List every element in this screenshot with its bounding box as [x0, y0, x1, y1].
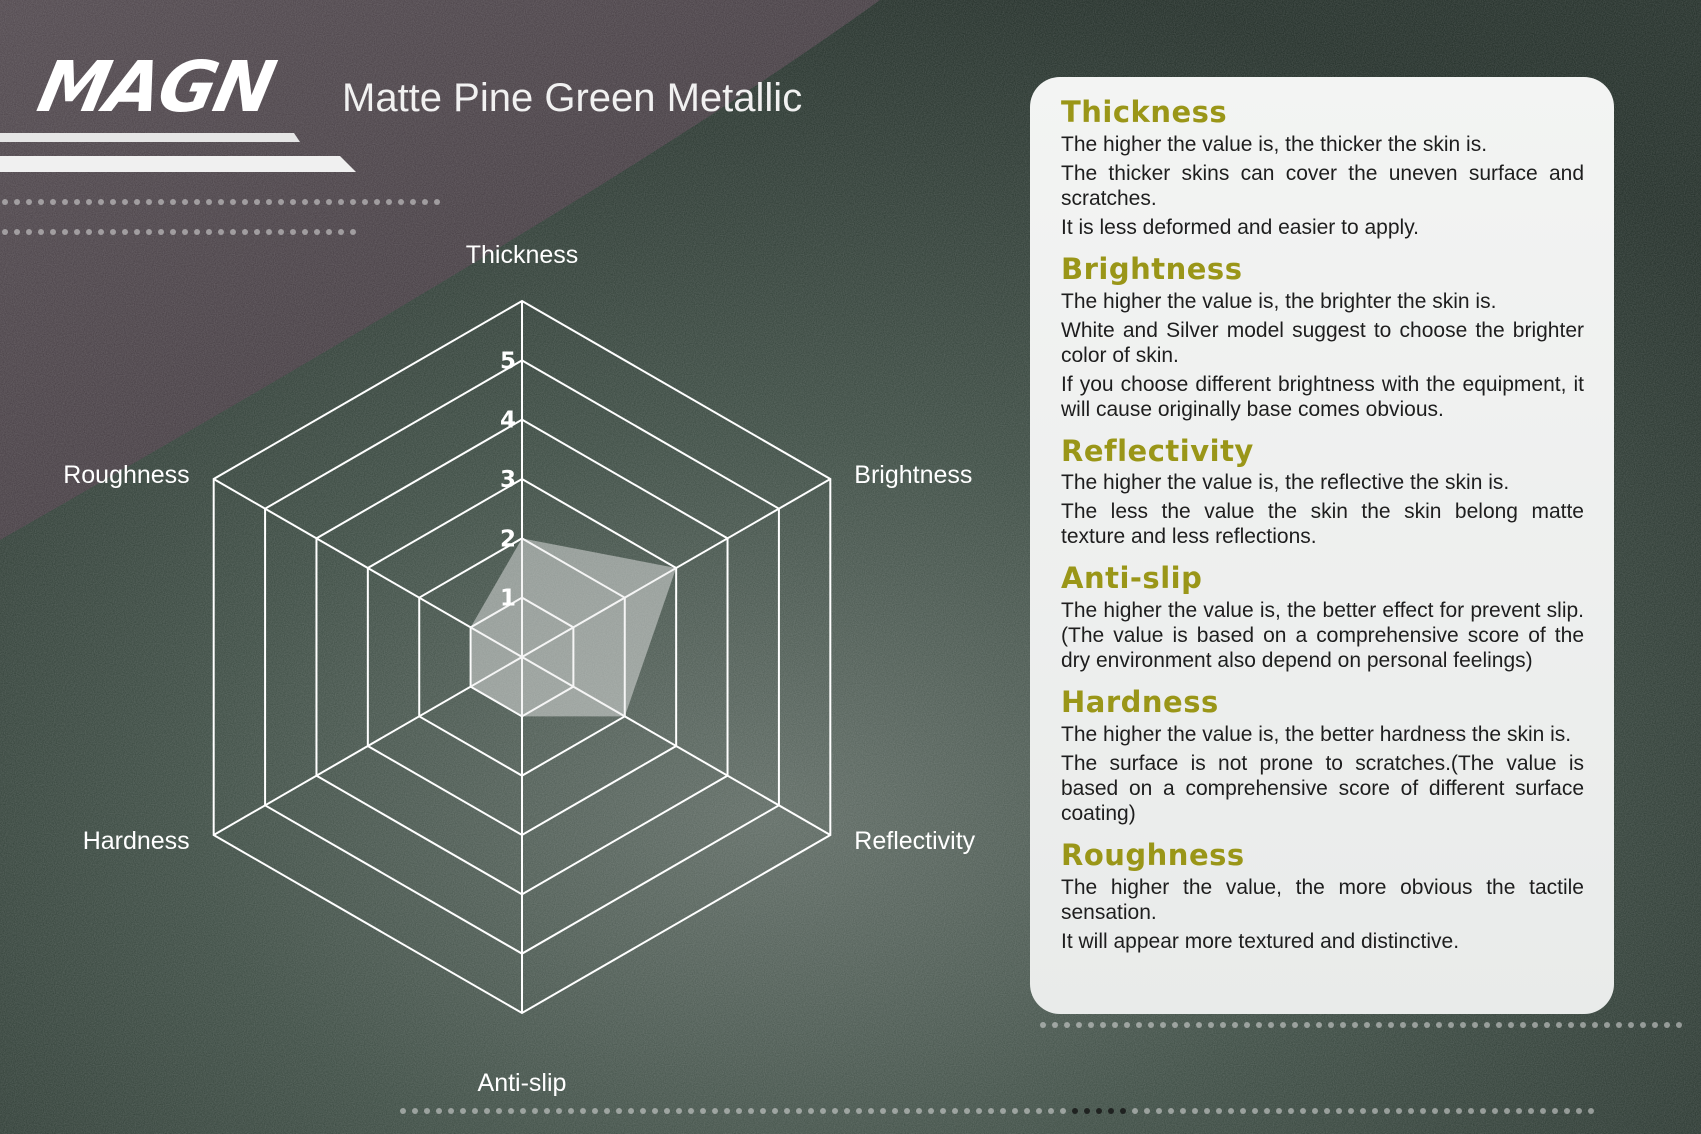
dot [1192, 1108, 1198, 1114]
dot [86, 199, 92, 205]
dot [688, 1108, 694, 1114]
dot [26, 199, 32, 205]
dot [436, 1108, 442, 1114]
radar-tick-label: 1 [499, 585, 517, 612]
dot [1316, 1022, 1322, 1028]
dot [1640, 1022, 1646, 1028]
page-title: Matte Pine Green Metallic [342, 76, 803, 120]
dot [1652, 1022, 1658, 1028]
dot [1024, 1108, 1030, 1114]
dot [1456, 1108, 1462, 1114]
dot [664, 1108, 670, 1114]
section-text: The higher the value is, the better hardness the skin is. [1061, 722, 1572, 746]
radar-chart [0, 220, 1000, 1100]
dot [1048, 1108, 1054, 1114]
dot [1432, 1108, 1438, 1114]
dot [460, 1108, 466, 1114]
dot [374, 199, 380, 205]
radar-axis-label: Thickness [465, 241, 579, 269]
dot [1420, 1108, 1426, 1114]
dot [278, 199, 284, 205]
dot [496, 1108, 502, 1114]
dot [892, 1108, 898, 1114]
dot [976, 1108, 982, 1114]
dot [1280, 1022, 1286, 1028]
dot [1504, 1108, 1510, 1114]
dot [122, 199, 128, 205]
dot [1160, 1022, 1166, 1028]
dot [1664, 1022, 1670, 1028]
dot [1384, 1108, 1390, 1114]
brand-logo: MAGN [31, 46, 281, 128]
dot [904, 1108, 910, 1114]
dot [1552, 1108, 1558, 1114]
section-text: The thicker skins can cover the uneven surface and scratches. [1061, 161, 1584, 210]
dot [1424, 1022, 1430, 1028]
dot [544, 1108, 550, 1114]
dot [2, 199, 8, 205]
section-text: The higher the value is, the reflective the skin is. [1061, 471, 1510, 495]
section-heading: Thickness [1061, 95, 1228, 129]
dot [254, 199, 260, 205]
dot [170, 199, 176, 205]
dot [1108, 1108, 1114, 1114]
dot [326, 199, 332, 205]
dot [832, 1108, 838, 1114]
dot [290, 199, 296, 205]
dot [1132, 1108, 1138, 1114]
dot [1208, 1022, 1214, 1028]
dot [1196, 1022, 1202, 1028]
dot [400, 1108, 406, 1114]
dot [1036, 1108, 1042, 1114]
dot [1312, 1108, 1318, 1114]
dot [1564, 1108, 1570, 1114]
dot-divider [400, 1108, 1600, 1114]
info-panel [1030, 77, 1614, 1014]
dot [158, 199, 164, 205]
dot [772, 1108, 778, 1114]
dot [1228, 1108, 1234, 1114]
dot [1204, 1108, 1210, 1114]
dot [1444, 1108, 1450, 1114]
dot [98, 199, 104, 205]
dot [1480, 1108, 1486, 1114]
dot [1172, 1022, 1178, 1028]
dot [1076, 1022, 1082, 1028]
dot [556, 1108, 562, 1114]
dot [1000, 1108, 1006, 1114]
dot [1156, 1108, 1162, 1114]
dot [928, 1108, 934, 1114]
radar-tick-label: 3 [499, 467, 517, 493]
section-text: If you choose different brightness with the equipment, it will cause originally base comes obvious. [1061, 372, 1584, 421]
dot [1484, 1022, 1490, 1028]
dot [62, 199, 68, 205]
section-text: The higher the value is, the brighter the skin is. [1061, 289, 1497, 313]
dot [74, 199, 80, 205]
info-section [1061, 561, 1584, 673]
dot [1352, 1022, 1358, 1028]
dot [1336, 1108, 1342, 1114]
dot [1100, 1022, 1106, 1028]
dot [712, 1108, 718, 1114]
section-text: The higher the value, the more obvious the tactile sensation. [1061, 875, 1584, 924]
dot [1012, 1108, 1018, 1114]
dot [266, 199, 272, 205]
dot [1544, 1022, 1550, 1028]
dot [1376, 1022, 1382, 1028]
section-text: The higher the value is, the better effect for prevent slip.(The value is based on a comprehensive score of the dry environment also depend on personal feelings) [1061, 599, 1584, 673]
dot [350, 199, 356, 205]
radar-series-area [471, 538, 677, 716]
dot [616, 1108, 622, 1114]
section-text: White and Silver model suggest to choose the brighter color of skin. [1061, 318, 1584, 367]
dot [760, 1108, 766, 1114]
radar-axis-label: Roughness [63, 461, 190, 489]
dot [206, 199, 212, 205]
dot [856, 1108, 862, 1114]
dot [748, 1108, 754, 1114]
dot [1328, 1022, 1334, 1028]
dot [1532, 1022, 1538, 1028]
dot [568, 1108, 574, 1114]
dot [218, 199, 224, 205]
dot [1540, 1108, 1546, 1114]
dot [1468, 1108, 1474, 1114]
dot [1604, 1022, 1610, 1028]
dot [676, 1108, 682, 1114]
dot [784, 1108, 790, 1114]
dot [1276, 1108, 1282, 1114]
section-text: It is less deformed and easier to apply. [1061, 215, 1419, 239]
dot [134, 199, 140, 205]
dot [38, 199, 44, 205]
dot [1528, 1108, 1534, 1114]
dot [1252, 1108, 1258, 1114]
dot [640, 1108, 646, 1114]
radar-axis-label: Reflectivity [854, 827, 976, 855]
dot [1232, 1022, 1238, 1028]
dot [448, 1108, 454, 1114]
dot [230, 199, 236, 205]
dot [1508, 1022, 1514, 1028]
dot [338, 199, 344, 205]
info-section [1061, 252, 1584, 422]
dot [50, 199, 56, 205]
dot [484, 1108, 490, 1114]
dot [1064, 1022, 1070, 1028]
dot [820, 1108, 826, 1114]
radar-tick-label: 2 [499, 526, 517, 553]
dot [592, 1108, 598, 1114]
dot [1460, 1022, 1466, 1028]
dot [14, 199, 20, 205]
section-heading: Roughness [1061, 837, 1245, 872]
dot [1388, 1022, 1394, 1028]
dot [1136, 1022, 1142, 1028]
dot [1412, 1022, 1418, 1028]
dot [1472, 1022, 1478, 1028]
dot-divider [2, 199, 446, 205]
dot [868, 1108, 874, 1114]
dot [1616, 1022, 1622, 1028]
dot [1268, 1022, 1274, 1028]
dot [628, 1108, 634, 1114]
dot [1216, 1108, 1222, 1114]
dot [796, 1108, 802, 1114]
dot [1400, 1022, 1406, 1028]
dot [1408, 1108, 1414, 1114]
dot [194, 199, 200, 205]
dot [424, 1108, 430, 1114]
section-heading: Brightness [1061, 251, 1243, 286]
dot [1396, 1108, 1402, 1114]
dot [362, 199, 368, 205]
dot [1184, 1022, 1190, 1028]
section-heading: Hardness [1061, 685, 1219, 720]
dot [1040, 1022, 1046, 1028]
info-section [1061, 434, 1584, 550]
dot [1516, 1108, 1522, 1114]
dot [1676, 1022, 1682, 1028]
dot [520, 1108, 526, 1114]
dot [1120, 1108, 1126, 1114]
info-section [1061, 685, 1584, 826]
dot [1448, 1022, 1454, 1028]
dot [580, 1108, 586, 1114]
dot [314, 199, 320, 205]
dot [1148, 1022, 1154, 1028]
radar-axis-label: Brightness [854, 461, 973, 489]
dot [532, 1108, 538, 1114]
dot [412, 1108, 418, 1114]
info-section [1061, 95, 1584, 240]
dot [1244, 1022, 1250, 1028]
section-text: The less the value the skin the skin belong matte texture and less reflections. [1061, 500, 1584, 549]
dot [182, 199, 188, 205]
dot [1576, 1108, 1582, 1114]
dot [1324, 1108, 1330, 1114]
dot [916, 1108, 922, 1114]
dot [110, 199, 116, 205]
dot [1096, 1108, 1102, 1114]
dot [1348, 1108, 1354, 1114]
dot [1492, 1108, 1498, 1114]
dot [1364, 1022, 1370, 1028]
dot [1372, 1108, 1378, 1114]
section-text: It will appear more textured and distinctive. [1061, 929, 1460, 953]
dot [1588, 1108, 1594, 1114]
dot [1436, 1022, 1442, 1028]
dot [1360, 1108, 1366, 1114]
dot [1240, 1108, 1246, 1114]
dot [386, 199, 392, 205]
dot [1568, 1022, 1574, 1028]
radar-axis-label: Hardness [82, 827, 190, 855]
dot [1088, 1022, 1094, 1028]
dot [398, 199, 404, 205]
radar-tick-label: 4 [499, 407, 517, 434]
dot [1256, 1022, 1262, 1028]
dot [1052, 1022, 1058, 1028]
dot [242, 199, 248, 205]
dot-divider [1040, 1022, 1688, 1028]
dot [1580, 1022, 1586, 1028]
section-heading: Anti-slip [1061, 561, 1203, 596]
dot [1340, 1022, 1346, 1028]
radar-axis-label: Anti-slip [477, 1069, 567, 1097]
dot [808, 1108, 814, 1114]
dot [988, 1108, 994, 1114]
section-text: The higher the value is, the thicker the skin is. [1061, 132, 1488, 156]
section-heading: Reflectivity [1061, 433, 1254, 468]
dot [410, 199, 416, 205]
dot [1288, 1108, 1294, 1114]
dot [700, 1108, 706, 1114]
dot [1144, 1108, 1150, 1114]
dot [724, 1108, 730, 1114]
info-section [1061, 838, 1584, 954]
dot [1520, 1022, 1526, 1028]
dot [1592, 1022, 1598, 1028]
dot [472, 1108, 478, 1114]
logo-stripes [0, 130, 360, 174]
dot [1556, 1022, 1562, 1028]
dot [508, 1108, 514, 1114]
dot [1112, 1022, 1118, 1028]
dot [1060, 1108, 1066, 1114]
section-text: The surface is not prone to scratches.(The value is based on a comprehensive score of different surface coating) [1061, 751, 1584, 825]
dot [146, 199, 152, 205]
dot [1292, 1022, 1298, 1028]
dot [844, 1108, 850, 1114]
dot [1180, 1108, 1186, 1114]
dot [1264, 1108, 1270, 1114]
dot [940, 1108, 946, 1114]
dot [1300, 1108, 1306, 1114]
dot [736, 1108, 742, 1114]
dot [1304, 1022, 1310, 1028]
dot [1072, 1108, 1078, 1114]
dot [964, 1108, 970, 1114]
dot [652, 1108, 658, 1114]
dot [1168, 1108, 1174, 1114]
dot [422, 199, 428, 205]
dot [952, 1108, 958, 1114]
dot [1220, 1022, 1226, 1028]
dot [1628, 1022, 1634, 1028]
dot [1496, 1022, 1502, 1028]
dot [1084, 1108, 1090, 1114]
radar-tick-label: 5 [499, 348, 517, 375]
dot [604, 1108, 610, 1114]
dot [880, 1108, 886, 1114]
dot [434, 199, 440, 205]
dot [1124, 1022, 1130, 1028]
dot [302, 199, 308, 205]
